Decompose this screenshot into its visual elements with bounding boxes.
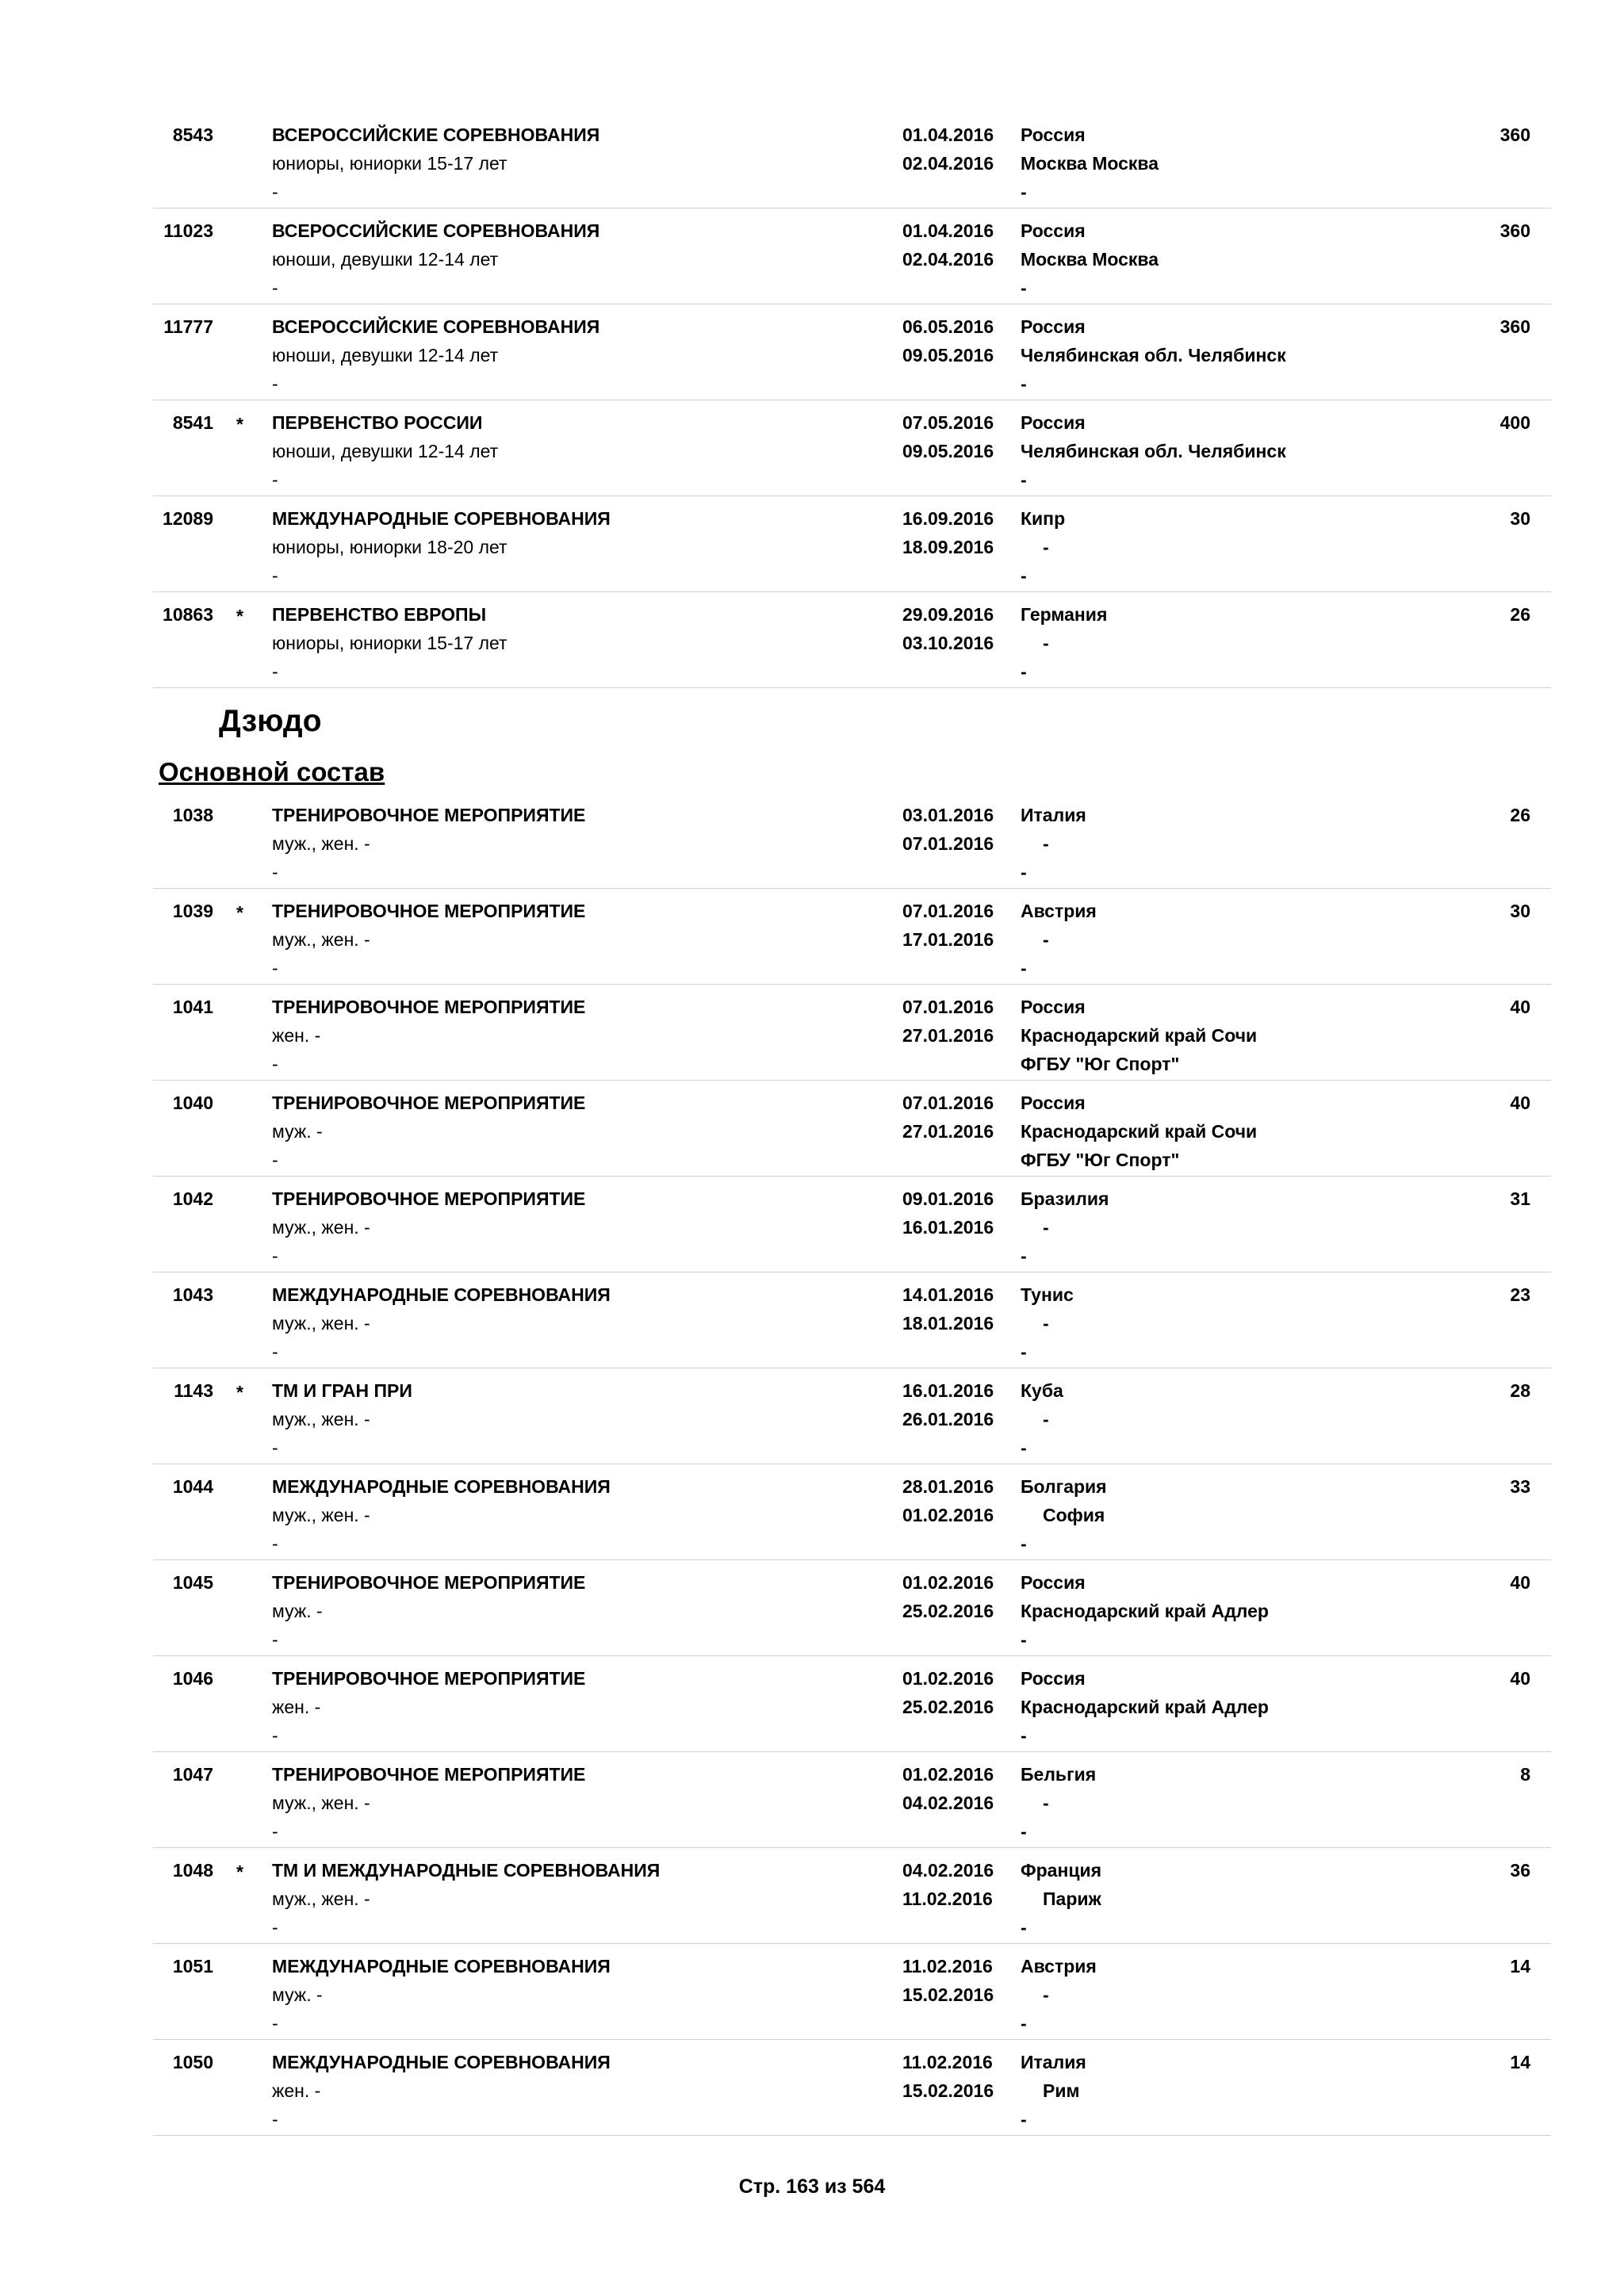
event-location	[1021, 1760, 1096, 1846]
date-end: 17.01.2016	[902, 929, 994, 950]
date-start: 07.01.2016	[902, 997, 994, 1017]
location-venue: -	[1021, 1725, 1027, 1746]
location-region-city: Краснодарский край Адлер	[1021, 1697, 1269, 1717]
date-start: 01.02.2016	[902, 1668, 994, 1689]
table-row	[153, 1656, 1551, 1752]
event-dates	[902, 993, 994, 1050]
event-info	[272, 1089, 585, 1174]
event-info	[272, 1664, 585, 1750]
event-dates	[902, 1472, 994, 1529]
event-note: -	[272, 661, 278, 682]
event-location	[1021, 504, 1065, 590]
event-id: 1050	[172, 2052, 213, 2072]
participant-count: 400	[1500, 412, 1530, 433]
event-location	[1021, 1664, 1269, 1750]
event-id: 11023	[163, 220, 213, 241]
participant-count: 40	[1510, 997, 1530, 1017]
table-row	[153, 1944, 1551, 2040]
event-category: жен. -	[272, 2080, 321, 2101]
location-country: Россия	[1021, 1093, 1086, 1113]
table-row	[153, 400, 1551, 496]
date-end: 15.02.2016	[902, 1984, 994, 2005]
event-dates	[902, 897, 994, 954]
date-start: 03.01.2016	[902, 805, 994, 825]
event-title: МЕЖДУНАРОДНЫЕ СОРЕВНОВАНИЯ	[272, 2052, 611, 2072]
event-note: -	[272, 1821, 278, 1842]
event-title: ТРЕНИРОВОЧНОЕ МЕРОПРИЯТИЕ	[272, 901, 586, 921]
event-location	[1021, 408, 1286, 494]
event-title: ТРЕНИРОВОЧНОЕ МЕРОПРИЯТИЕ	[272, 1093, 586, 1113]
event-id: 8543	[172, 124, 213, 145]
event-category: жен. -	[272, 1697, 321, 1717]
event-category: муж., жен. -	[272, 1217, 370, 1238]
event-category: муж. -	[272, 1601, 323, 1621]
location-country: Россия	[1021, 1668, 1086, 1689]
participant-count: 23	[1510, 1284, 1530, 1305]
event-info	[272, 1856, 660, 1942]
table-row	[153, 1177, 1551, 1272]
location-country: Австрия	[1021, 901, 1097, 921]
event-star-mark: *	[236, 1862, 243, 1882]
event-dates	[902, 1568, 994, 1625]
event-note: -	[272, 182, 278, 202]
location-region-city: Краснодарский край Адлер	[1021, 1601, 1269, 1621]
location-venue: -	[1021, 565, 1027, 586]
location-region-city: -	[1043, 633, 1049, 653]
event-info	[272, 1952, 611, 2038]
date-start: 11.02.2016	[902, 1956, 993, 1976]
event-dates	[902, 600, 994, 657]
location-country: Россия	[1021, 316, 1086, 337]
location-venue: -	[1021, 2013, 1027, 2034]
table-row	[153, 793, 1551, 889]
date-start: 11.02.2016	[902, 2052, 993, 2072]
location-region-city: Челябинская обл. Челябинск	[1021, 345, 1286, 365]
location-region-city: -	[1043, 537, 1049, 557]
event-category: муж., жен. -	[272, 1409, 370, 1429]
location-region-city: -	[1043, 1793, 1049, 1813]
event-info	[272, 801, 585, 886]
event-id: 1039	[172, 901, 213, 921]
event-category: муж., жен. -	[272, 833, 370, 854]
location-venue: -	[1021, 2109, 1027, 2130]
participant-count: 40	[1510, 1668, 1530, 1689]
event-title: ВСЕРОССИЙСКИЕ СОРЕВНОВАНИЯ	[272, 220, 600, 241]
table-row	[153, 496, 1551, 592]
event-location	[1021, 1472, 1107, 1558]
event-dates	[902, 1184, 994, 1242]
event-location	[1021, 1952, 1097, 2038]
event-note: -	[272, 2013, 278, 2034]
event-note: -	[272, 1437, 278, 1458]
event-title: ТРЕНИРОВОЧНОЕ МЕРОПРИЯТИЕ	[272, 805, 586, 825]
event-category: юниоры, юниорки 15-17 лет	[272, 633, 508, 653]
participant-count: 30	[1510, 508, 1530, 529]
event-title: МЕЖДУНАРОДНЫЕ СОРЕВНОВАНИЯ	[272, 1284, 611, 1305]
event-id: 1047	[172, 1764, 213, 1785]
location-region-city: -	[1043, 833, 1049, 854]
date-start: 07.01.2016	[902, 1093, 994, 1113]
event-id: 1048	[172, 1860, 213, 1881]
event-category: муж., жен. -	[272, 1313, 370, 1334]
date-start: 14.01.2016	[902, 1284, 994, 1305]
event-note: -	[272, 1917, 278, 1938]
event-location	[1021, 993, 1257, 1078]
participant-count: 360	[1500, 316, 1530, 337]
table-row	[153, 1752, 1551, 1848]
participant-count: 14	[1510, 2052, 1530, 2072]
location-region-city: София	[1043, 1505, 1105, 1525]
date-start: 29.09.2016	[902, 604, 994, 625]
table-row	[153, 1848, 1551, 1944]
event-location	[1021, 1568, 1269, 1654]
table-row	[153, 889, 1551, 985]
event-location	[1021, 801, 1086, 886]
date-end: 15.02.2016	[902, 2080, 994, 2101]
event-id: 1043	[172, 1284, 213, 1305]
event-location	[1021, 1184, 1109, 1270]
date-end: 01.02.2016	[902, 1505, 994, 1525]
section-subtitle: Основной состав	[159, 757, 385, 786]
event-category: муж. -	[272, 1984, 323, 2005]
event-location	[1021, 1089, 1257, 1174]
event-location	[1021, 216, 1159, 302]
event-info	[272, 1376, 412, 1462]
date-end: 04.02.2016	[902, 1793, 994, 1813]
participant-count: 28	[1510, 1380, 1530, 1401]
event-title: ПЕРВЕНСТВО РОССИИ	[272, 412, 483, 433]
page-number: Стр. 163 из 564	[738, 2175, 886, 2198]
event-title: ТРЕНИРОВОЧНОЕ МЕРОПРИЯТИЕ	[272, 1668, 586, 1689]
event-id: 1046	[172, 1668, 213, 1689]
table-row	[153, 304, 1551, 400]
event-id: 11777	[163, 316, 213, 337]
table-row	[153, 1368, 1551, 1464]
location-country: Бразилия	[1021, 1188, 1109, 1209]
location-region-city: -	[1043, 1217, 1049, 1238]
table-row	[153, 985, 1551, 1081]
event-location	[1021, 1856, 1101, 1942]
location-region-city: -	[1043, 1984, 1049, 2005]
location-region-city: Париж	[1043, 1888, 1101, 1909]
events-table-2	[153, 793, 1551, 2136]
event-note: -	[272, 1054, 278, 1074]
location-country: Франция	[1021, 1860, 1102, 1881]
location-venue: -	[1021, 1917, 1027, 1938]
location-venue: -	[1021, 469, 1027, 490]
event-title: МЕЖДУНАРОДНЫЕ СОРЕВНОВАНИЯ	[272, 1476, 611, 1497]
location-country: Италия	[1021, 2052, 1086, 2072]
event-location	[1021, 2048, 1086, 2133]
event-info	[272, 121, 599, 206]
event-star-mark: *	[236, 414, 243, 434]
date-start: 01.04.2016	[902, 124, 994, 145]
event-dates	[902, 504, 994, 561]
participant-count: 40	[1510, 1093, 1530, 1113]
participant-count: 14	[1510, 1956, 1530, 1976]
date-end: 09.05.2016	[902, 345, 994, 365]
location-region-city: Москва Москва	[1021, 249, 1159, 270]
date-end: 18.01.2016	[902, 1313, 994, 1334]
event-location	[1021, 1280, 1074, 1366]
event-category: юниоры, юниорки 15-17 лет	[272, 153, 508, 174]
date-end: 26.01.2016	[902, 1409, 994, 1429]
location-country: Кипр	[1021, 508, 1066, 529]
location-region-city: Москва Москва	[1021, 153, 1159, 174]
event-note: -	[272, 1629, 278, 1650]
event-dates	[902, 801, 994, 858]
location-venue: -	[1021, 661, 1027, 682]
event-info	[272, 2048, 611, 2133]
date-start: 16.01.2016	[902, 1380, 994, 1401]
table-row	[153, 1081, 1551, 1177]
event-note: -	[272, 958, 278, 978]
event-note: -	[272, 1533, 278, 1554]
event-title: МЕЖДУНАРОДНЫЕ СОРЕВНОВАНИЯ	[272, 508, 611, 529]
event-note: -	[272, 277, 278, 298]
location-country: Тунис	[1021, 1284, 1074, 1305]
event-title: ВСЕРОССИЙСКИЕ СОРЕВНОВАНИЯ	[272, 316, 600, 337]
event-dates	[902, 2048, 994, 2105]
event-id: 10863	[163, 604, 213, 625]
date-start: 07.05.2016	[902, 412, 994, 433]
event-title: ТРЕНИРОВОЧНОЕ МЕРОПРИЯТИЕ	[272, 1188, 586, 1209]
participant-count: 40	[1510, 1572, 1530, 1593]
event-category: жен. -	[272, 1025, 321, 1046]
date-end: 02.04.2016	[902, 153, 994, 174]
event-category: юниоры, юниорки 18-20 лет	[272, 537, 508, 557]
event-title: ТРЕНИРОВОЧНОЕ МЕРОПРИЯТИЕ	[272, 1572, 586, 1593]
table-row	[153, 592, 1551, 688]
event-info	[272, 1568, 585, 1654]
date-start: 28.01.2016	[902, 1476, 994, 1497]
location-venue: -	[1021, 1629, 1027, 1650]
event-id: 1041	[172, 997, 213, 1017]
event-id: 12089	[163, 508, 213, 529]
event-id: 1038	[172, 805, 213, 825]
date-end: 27.01.2016	[902, 1121, 994, 1142]
participant-count: 360	[1500, 124, 1530, 145]
table-row	[153, 1272, 1551, 1368]
event-info	[272, 1760, 585, 1846]
participant-count: 31	[1510, 1188, 1530, 1209]
location-region-city: Краснодарский край Сочи	[1021, 1025, 1258, 1046]
date-end: 25.02.2016	[902, 1697, 994, 1717]
location-country: Россия	[1021, 412, 1086, 433]
event-info	[272, 600, 508, 686]
date-end: 16.01.2016	[902, 1217, 994, 1238]
date-start: 04.02.2016	[902, 1860, 994, 1881]
event-info	[272, 408, 498, 494]
event-location	[1021, 897, 1097, 982]
event-id: 1044	[172, 1476, 213, 1497]
location-country: Болгария	[1021, 1476, 1107, 1497]
event-title: МЕЖДУНАРОДНЫЕ СОРЕВНОВАНИЯ	[272, 1956, 611, 1976]
event-category: юноши, девушки 12-14 лет	[272, 441, 499, 461]
location-country: Россия	[1021, 1572, 1086, 1593]
table-row	[153, 1464, 1551, 1560]
event-star-mark: *	[236, 902, 243, 923]
event-dates	[902, 1760, 994, 1817]
date-end: 02.04.2016	[902, 249, 994, 270]
event-info	[272, 1280, 611, 1366]
date-start: 01.04.2016	[902, 220, 994, 241]
event-category: муж. -	[272, 1121, 323, 1142]
event-info	[272, 312, 599, 398]
location-venue: -	[1021, 182, 1027, 202]
date-end: 07.01.2016	[902, 833, 994, 854]
event-note: -	[272, 2109, 278, 2130]
location-venue: ФГБУ "Юг Спорт"	[1021, 1054, 1180, 1074]
date-end: 25.02.2016	[902, 1601, 994, 1621]
event-note: -	[272, 565, 278, 586]
event-star-mark: *	[236, 606, 243, 626]
participant-count: 360	[1500, 220, 1530, 241]
date-end: 27.01.2016	[902, 1025, 994, 1046]
event-dates	[902, 216, 994, 274]
event-dates	[902, 1856, 994, 1913]
location-venue: -	[1021, 1341, 1027, 1362]
event-id: 8541	[172, 412, 213, 433]
event-dates	[902, 1952, 994, 2009]
date-end: 11.02.2016	[902, 1888, 993, 1909]
location-venue: -	[1021, 1533, 1027, 1554]
participant-count: 26	[1510, 604, 1530, 625]
table-row	[153, 113, 1551, 209]
event-location	[1021, 600, 1107, 686]
event-note: -	[272, 1725, 278, 1746]
event-location	[1021, 1376, 1063, 1462]
event-dates	[902, 408, 994, 465]
event-id: 1042	[172, 1188, 213, 1209]
location-venue: -	[1021, 862, 1027, 882]
location-venue: -	[1021, 1246, 1027, 1266]
event-star-mark: *	[236, 1382, 243, 1402]
table-row	[153, 2040, 1551, 2136]
location-venue: -	[1021, 373, 1027, 394]
event-id: 1045	[172, 1572, 213, 1593]
location-venue: -	[1021, 1437, 1027, 1458]
location-country: Куба	[1021, 1380, 1063, 1401]
event-dates	[902, 1089, 994, 1146]
location-region-city: Рим	[1043, 2080, 1080, 2101]
event-dates	[902, 1280, 994, 1337]
location-venue: -	[1021, 1821, 1027, 1842]
date-start: 16.09.2016	[902, 508, 994, 529]
event-info	[272, 504, 611, 590]
table-row	[153, 1560, 1551, 1656]
event-note: -	[272, 373, 278, 394]
location-venue: -	[1021, 277, 1027, 298]
participant-count: 33	[1510, 1476, 1530, 1497]
event-dates	[902, 1376, 994, 1433]
location-region-city: -	[1043, 1313, 1049, 1334]
location-venue: -	[1021, 958, 1027, 978]
event-location	[1021, 312, 1286, 398]
section-title: Дзюдо	[219, 704, 322, 738]
event-dates	[902, 312, 994, 369]
event-note: -	[272, 862, 278, 882]
date-start: 09.01.2016	[902, 1188, 994, 1209]
event-note: -	[272, 1150, 278, 1170]
event-title: ТМ И МЕЖДУНАРОДНЫЕ СОРЕВНОВАНИЯ	[272, 1860, 661, 1881]
event-note: -	[272, 469, 278, 490]
event-location	[1021, 121, 1159, 206]
location-country: Италия	[1021, 805, 1086, 825]
event-id: 1143	[174, 1380, 213, 1401]
date-start: 01.02.2016	[902, 1764, 994, 1785]
location-region-city: Челябинская обл. Челябинск	[1021, 441, 1286, 461]
date-start: 01.02.2016	[902, 1572, 994, 1593]
event-category: юноши, девушки 12-14 лет	[272, 249, 499, 270]
event-category: муж., жен. -	[272, 929, 370, 950]
event-note: -	[272, 1246, 278, 1266]
events-table-1	[153, 113, 1551, 688]
event-dates	[902, 1664, 994, 1721]
event-title: ПЕРВЕНСТВО ЕВРОПЫ	[272, 604, 487, 625]
participant-count: 36	[1510, 1860, 1530, 1881]
location-country: Россия	[1021, 220, 1086, 241]
event-info	[272, 1184, 585, 1270]
event-title: ВСЕРОССИЙСКИЕ СОРЕВНОВАНИЯ	[272, 124, 600, 145]
event-info	[272, 1472, 611, 1558]
event-category: муж., жен. -	[272, 1888, 370, 1909]
location-country: Бельгия	[1021, 1764, 1097, 1785]
location-country: Россия	[1021, 997, 1086, 1017]
location-country: Россия	[1021, 124, 1086, 145]
date-end: 09.05.2016	[902, 441, 994, 461]
event-id: 1040	[172, 1093, 213, 1113]
event-category: муж., жен. -	[272, 1793, 370, 1813]
event-title: ТМ И ГРАН ПРИ	[272, 1380, 412, 1401]
date-end: 18.09.2016	[902, 537, 994, 557]
location-venue: ФГБУ "Юг Спорт"	[1021, 1150, 1180, 1170]
event-info	[272, 216, 599, 302]
event-dates	[902, 121, 994, 178]
date-start: 07.01.2016	[902, 901, 994, 921]
date-end: 03.10.2016	[902, 633, 994, 653]
participant-count: 26	[1510, 805, 1530, 825]
event-info	[272, 993, 585, 1078]
participant-count: 8	[1520, 1764, 1530, 1785]
location-country: Германия	[1021, 604, 1108, 625]
date-start: 06.05.2016	[902, 316, 994, 337]
location-country: Австрия	[1021, 1956, 1097, 1976]
event-title: ТРЕНИРОВОЧНОЕ МЕРОПРИЯТИЕ	[272, 1764, 586, 1785]
event-category: юноши, девушки 12-14 лет	[272, 345, 499, 365]
location-region-city: -	[1043, 929, 1049, 950]
location-region-city: -	[1043, 1409, 1049, 1429]
location-region-city: Краснодарский край Сочи	[1021, 1121, 1258, 1142]
event-title: ТРЕНИРОВОЧНОЕ МЕРОПРИЯТИЕ	[272, 997, 586, 1017]
participant-count: 30	[1510, 901, 1530, 921]
event-note: -	[272, 1341, 278, 1362]
event-id: 1051	[172, 1956, 213, 1976]
event-category: муж., жен. -	[272, 1505, 370, 1525]
event-info	[272, 897, 585, 982]
table-row	[153, 209, 1551, 304]
